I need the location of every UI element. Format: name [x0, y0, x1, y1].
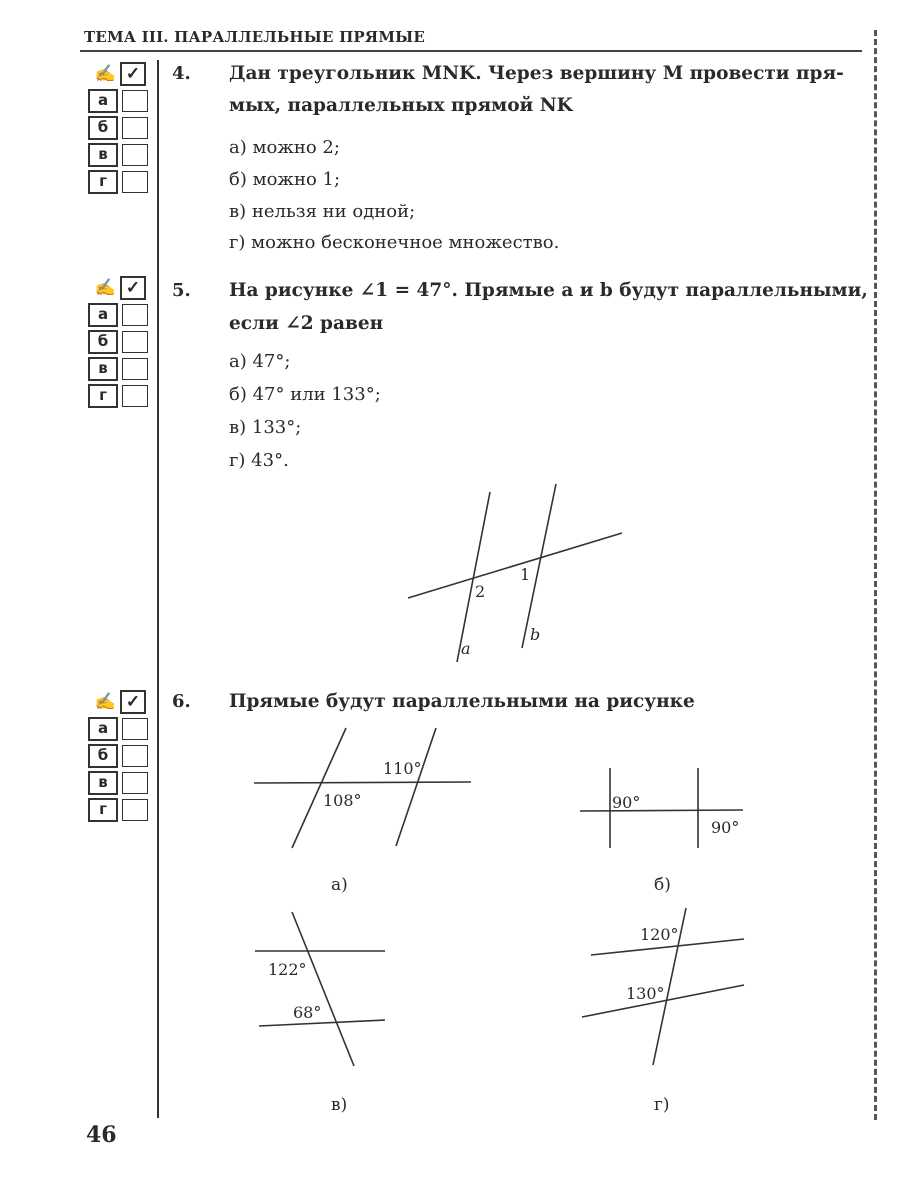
- angle-label: 130°: [626, 984, 665, 1003]
- answer-option: а) 47°;: [229, 351, 291, 372]
- check-icon: ✓: [120, 62, 146, 86]
- option-letter: г: [88, 798, 118, 822]
- answer-option: г) 43°.: [229, 450, 289, 471]
- question-number: 5.: [172, 280, 191, 301]
- option-letter: в: [88, 771, 118, 795]
- question-text: мых, параллельных прямой NK: [229, 95, 573, 116]
- option-letter: г: [88, 384, 118, 408]
- answer-option: г) можно бесконечное множество.: [229, 232, 560, 253]
- fig-v-line: [259, 1020, 385, 1026]
- line-b-label: b: [530, 625, 541, 644]
- option-letter: б: [88, 744, 118, 768]
- angle-label: 108°: [323, 791, 362, 810]
- angle-2-label: 2: [475, 582, 486, 601]
- answer-option: б) 47° или 133°;: [229, 384, 381, 405]
- question-number: 6.: [172, 691, 191, 712]
- angle-label: 90°: [711, 818, 740, 837]
- option-letter: а: [88, 89, 118, 113]
- page-number: 46: [86, 1122, 117, 1148]
- fig-a-line: [254, 782, 471, 783]
- check-icon: ✓: [120, 276, 146, 300]
- angle-label: 68°: [293, 1003, 322, 1022]
- answer-option: в) нельзя ни одной;: [229, 201, 416, 222]
- option-letter: г: [88, 170, 118, 194]
- answer-option: в) 133°;: [229, 417, 302, 438]
- option-letter: в: [88, 143, 118, 167]
- question-text: Прямые будут параллельными на рисунке: [229, 691, 695, 712]
- angle-label: 120°: [640, 925, 679, 944]
- option-letter: а: [88, 717, 118, 741]
- angle-label: 110°: [383, 759, 422, 778]
- angle-label: 90°: [612, 793, 641, 812]
- angle-label: 122°: [268, 960, 307, 979]
- fig-b-line: [580, 810, 743, 811]
- question-number: 4.: [172, 63, 191, 84]
- pen-icon: ✍: [94, 692, 116, 712]
- fig-a-line: [292, 728, 346, 848]
- question-text: Дан треугольник MNK. Через вершину M провести пря-: [229, 63, 844, 84]
- figure-caption: в): [331, 1095, 348, 1115]
- answer-option: б) можно 1;: [229, 169, 341, 190]
- check-icon: ✓: [120, 690, 146, 714]
- pen-icon: ✍: [94, 64, 116, 84]
- fig-a-line: [396, 728, 436, 846]
- option-letter: а: [88, 303, 118, 327]
- fig-v-line: [292, 912, 354, 1066]
- question-text: если ∠2 равен: [229, 313, 384, 334]
- line-a: [457, 492, 490, 662]
- figure-caption: б): [654, 875, 671, 895]
- option-letter: б: [88, 330, 118, 354]
- pen-icon: ✍: [94, 278, 116, 298]
- figure-caption: г): [654, 1095, 670, 1115]
- line-a-label: a: [461, 639, 471, 658]
- angle-1-label: 1: [520, 565, 531, 584]
- option-letter: б: [88, 116, 118, 140]
- option-letter: в: [88, 357, 118, 381]
- transversal: [408, 533, 622, 598]
- answer-option: а) можно 2;: [229, 137, 340, 158]
- page-header: ТЕМА III. ПАРАЛЛЕЛЬНЫЕ ПРЯМЫЕ: [84, 28, 426, 46]
- figure-caption: а): [331, 875, 348, 895]
- question-text: На рисунке ∠1 = 47°. Прямые a и b будут параллельными,: [229, 280, 868, 301]
